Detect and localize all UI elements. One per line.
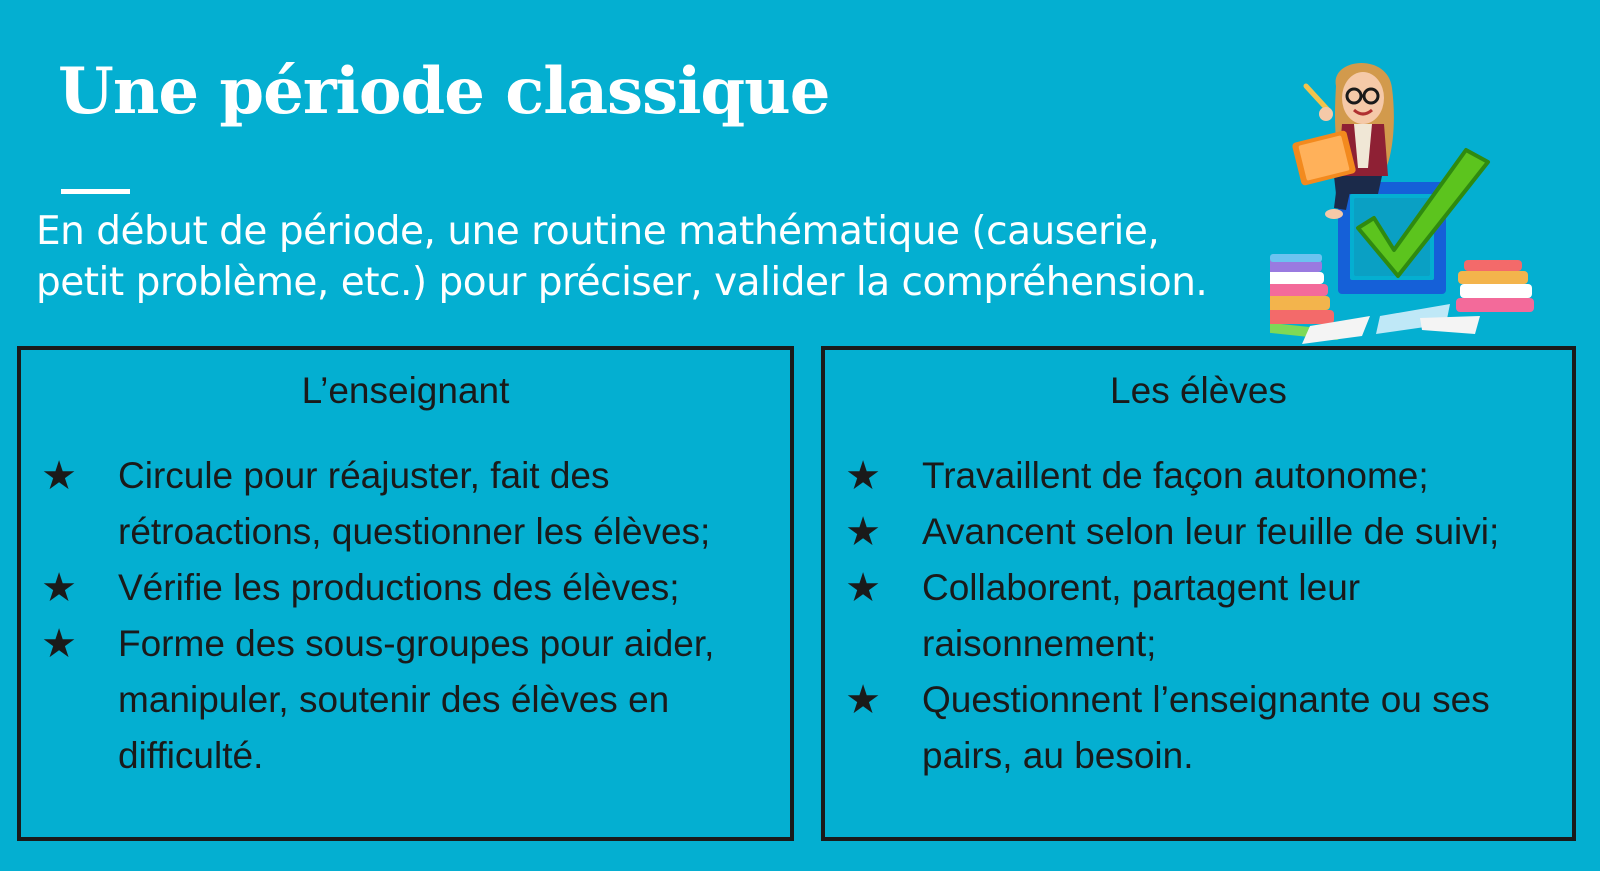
subtitle-line: En début de période, une routine mathématique (causerie, <box>36 209 1160 254</box>
star-icon: ★ <box>41 453 77 499</box>
list-item <box>21 616 790 784</box>
list-item-line: Circule pour réajuster, fait des <box>118 455 610 496</box>
list-item <box>21 448 790 560</box>
slide-subtitle <box>36 206 1266 308</box>
students-list <box>825 448 1572 784</box>
list-item-line: manipuler, soutenir des élèves en <box>118 679 670 720</box>
students-panel <box>821 346 1576 841</box>
slide-title: Une période classique <box>58 54 830 129</box>
list-item-line: Travaillent de façon autonome; <box>922 455 1429 496</box>
title-underline <box>61 189 130 194</box>
list-item <box>825 504 1572 560</box>
teacher-avatar-illustration <box>1270 58 1570 348</box>
list-item-line: rétroactions, questionner les élèves; <box>118 511 711 552</box>
subtitle-line: petit problème, etc.) pour préciser, valider la compréhension. <box>36 260 1208 305</box>
list-item <box>21 560 790 616</box>
star-icon: ★ <box>845 509 881 555</box>
list-item <box>825 672 1572 784</box>
teacher-panel <box>17 346 794 841</box>
list-item-line: Collaborent, partagent leur <box>922 567 1361 608</box>
star-icon: ★ <box>41 565 77 611</box>
panel-heading-teacher: L’enseignant <box>301 370 510 411</box>
list-item <box>825 560 1572 672</box>
list-item <box>825 448 1572 504</box>
list-item-line: Avancent selon leur feuille de suivi; <box>922 511 1500 552</box>
list-item-line: raisonnement; <box>922 623 1157 664</box>
teacher-list <box>21 448 790 784</box>
list-item-line: Questionnent l’enseignante ou ses <box>922 679 1490 720</box>
star-icon: ★ <box>845 677 881 723</box>
list-item-line: pairs, au besoin. <box>922 735 1194 776</box>
panel-heading-students: Les élèves <box>1110 370 1287 411</box>
star-icon: ★ <box>41 621 77 667</box>
star-icon: ★ <box>845 453 881 499</box>
list-item-line: Vérifie les productions des élèves; <box>118 567 680 608</box>
star-icon: ★ <box>845 565 881 611</box>
list-item-line: Forme des sous-groupes pour aider, <box>118 623 715 664</box>
list-item-line: difficulté. <box>118 735 264 776</box>
